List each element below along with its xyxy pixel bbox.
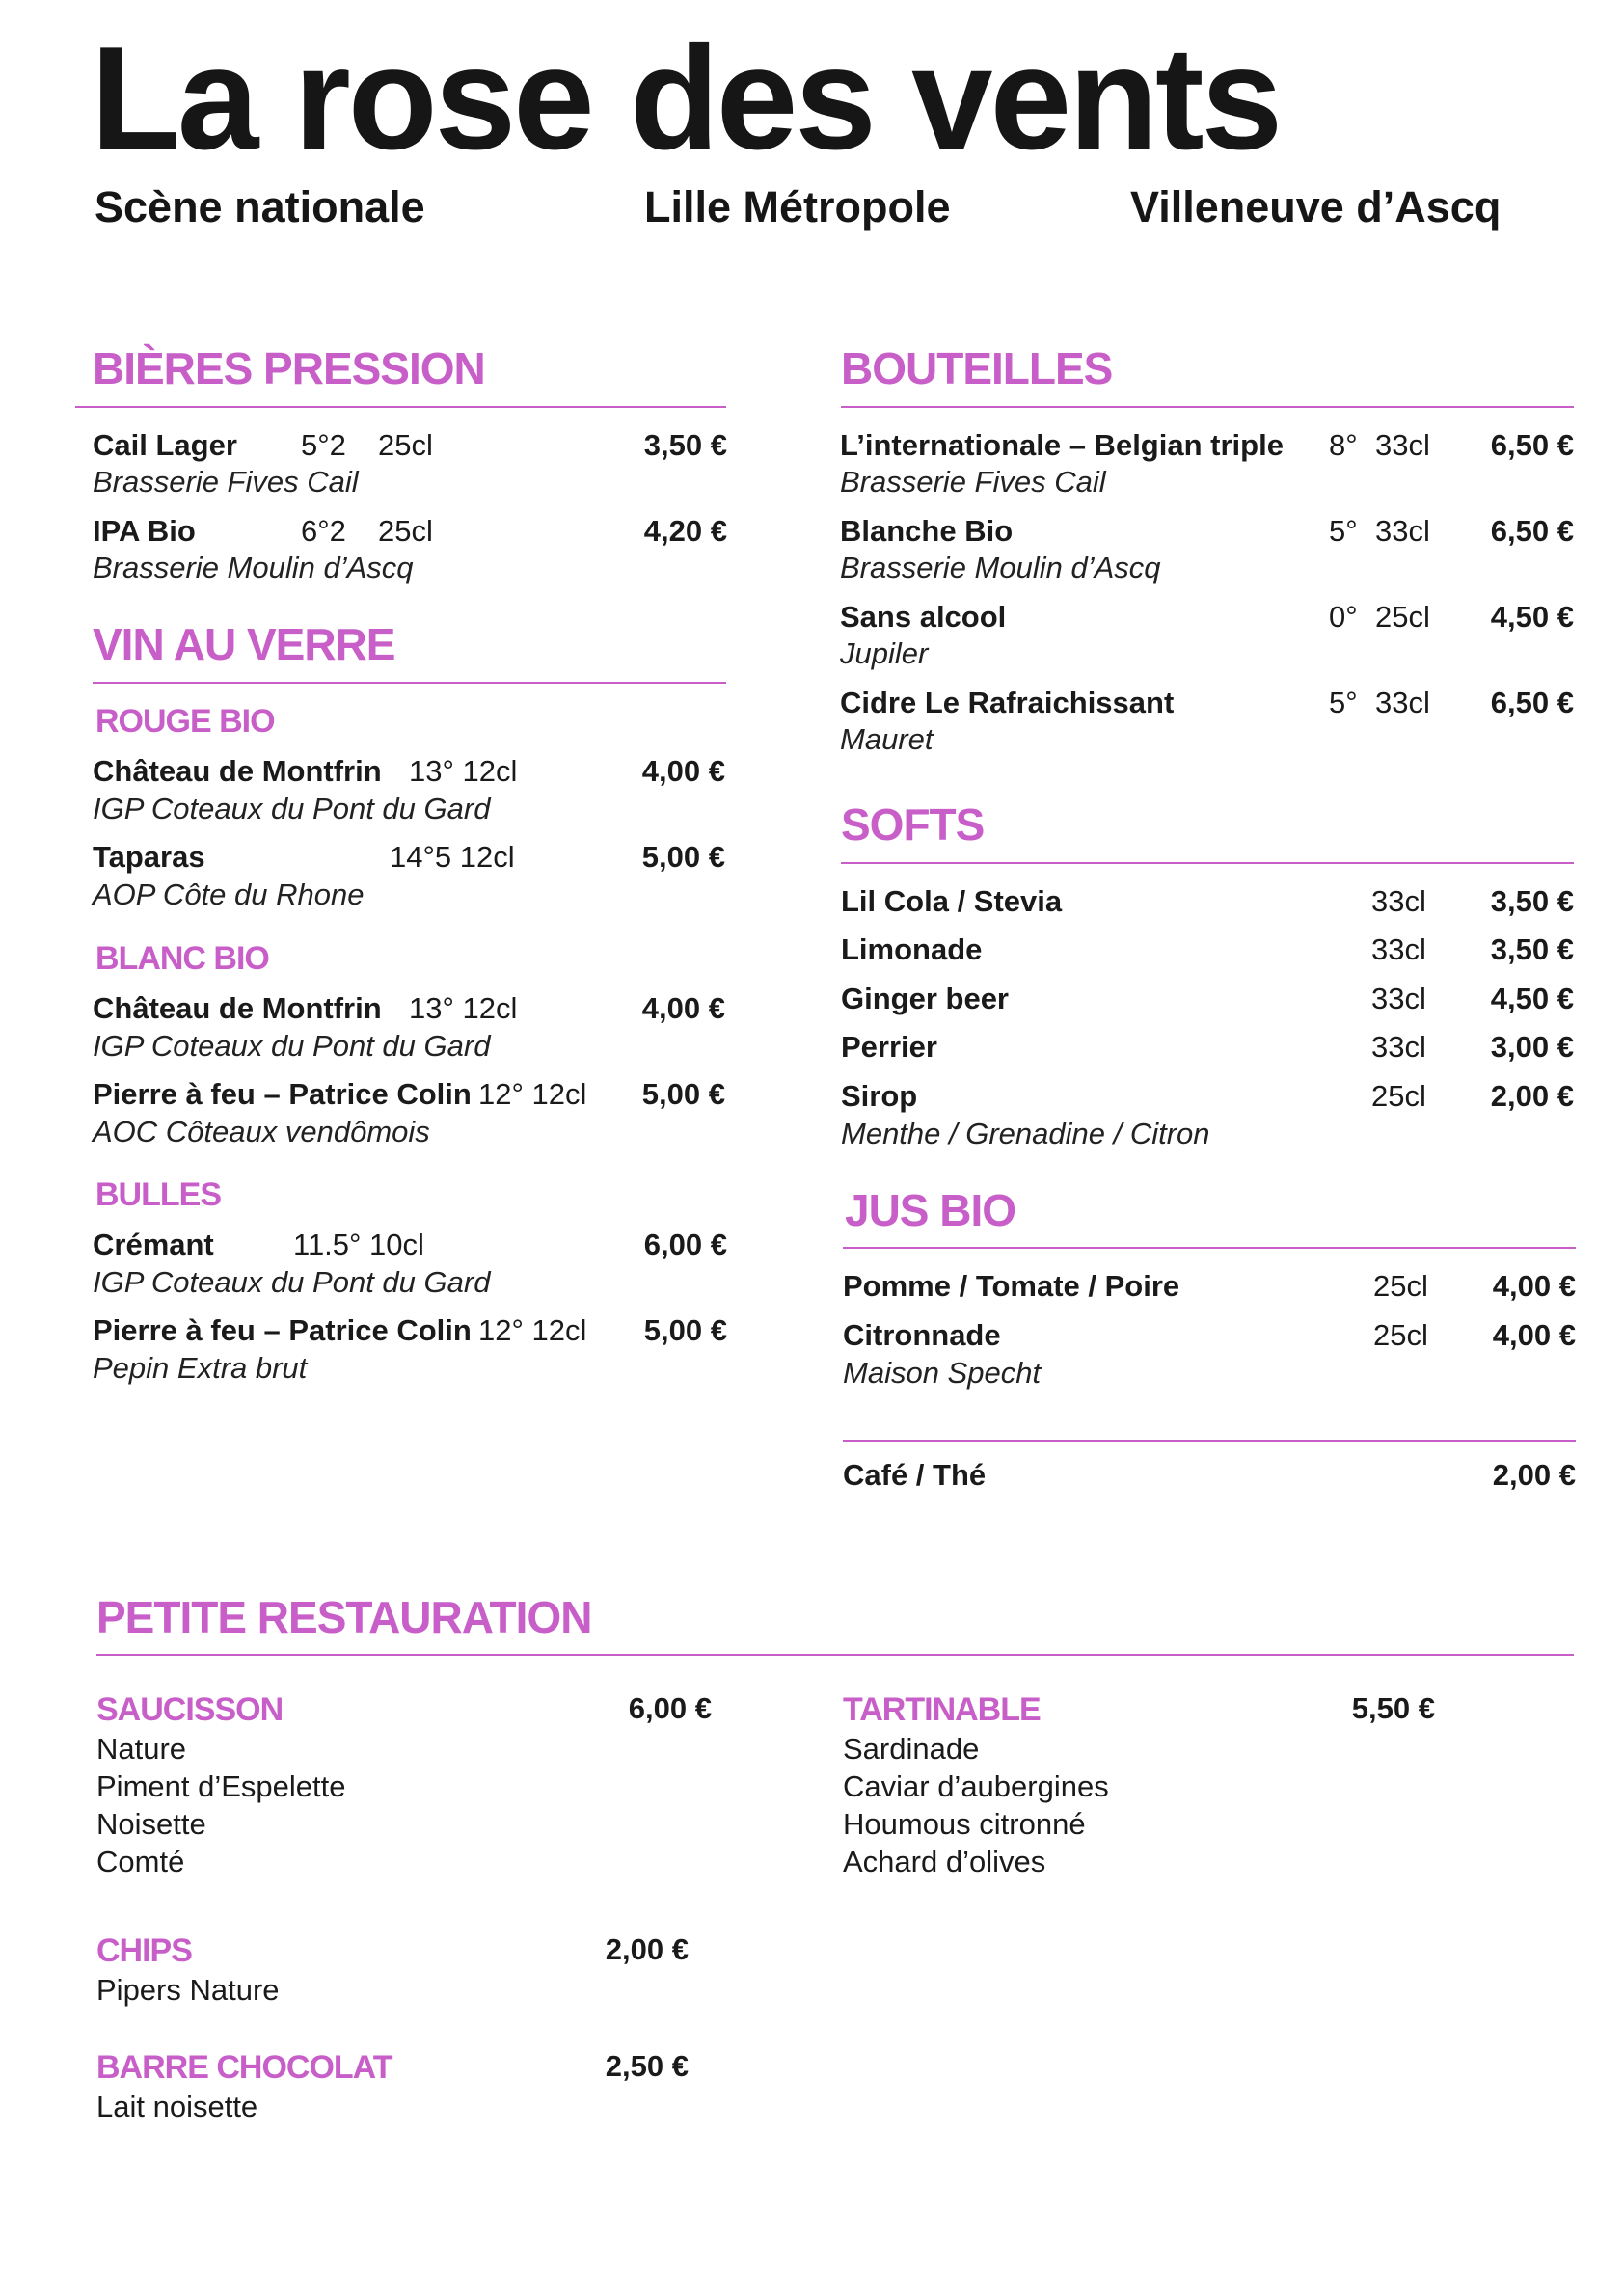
bottle-brewery: Mauret [840, 722, 934, 756]
food-option: Achard d’olives [843, 1845, 1046, 1878]
bottle-price: 4,50 € [1490, 600, 1574, 634]
juice-price: 4,00 € [1492, 1269, 1576, 1303]
wine-price: 5,00 € [641, 840, 725, 874]
section-divider [93, 682, 726, 684]
wine-appellation: IGP Coteaux du Pont du Gard [93, 1029, 491, 1063]
wine-name: Château de Montfrin [93, 754, 382, 788]
wine-spec: 13° 12cl [409, 991, 518, 1025]
wine-appellation: IGP Coteaux du Pont du Gard [93, 1265, 491, 1299]
bottle-volume: 33cl [1375, 514, 1430, 548]
juice-name: Pomme / Tomate / Poire [843, 1269, 1180, 1303]
cafe-name: Café / Thé [843, 1458, 987, 1492]
bottle-name: Blanche Bio [840, 514, 1014, 548]
juice-volume: 25cl [1373, 1269, 1428, 1303]
soft-name: Lil Cola / Stevia [841, 884, 1063, 918]
food-option: Pipers Nature [96, 1973, 280, 2007]
soft-volume: 33cl [1371, 1030, 1426, 1064]
section-divider [843, 1440, 1576, 1442]
wine-price: 4,00 € [641, 991, 725, 1025]
food-title-saucisson: SAUCISSON [96, 1691, 284, 1728]
soft-name: Limonade [841, 932, 983, 966]
section-title-softs: SOFTS [841, 799, 985, 850]
beer-volume: 25cl [378, 514, 433, 548]
wine-appellation: IGP Coteaux du Pont du Gard [93, 792, 491, 825]
food-price-barre-chocolat: 2,50 € [605, 2049, 689, 2083]
beer-degree: 6°2 [301, 514, 346, 548]
wine-name: Pierre à feu – Patrice Colin [93, 1313, 472, 1347]
soft-price: 4,50 € [1490, 982, 1574, 1015]
wine-price: 6,00 € [643, 1228, 727, 1261]
subsection-title-rouge: ROUGE BIO [95, 703, 275, 740]
wine-spec: 14°5 12cl [390, 840, 515, 874]
section-title-bouteilles: BOUTEILLES [841, 343, 1113, 393]
bottle-name: L’internationale – Belgian triple [840, 428, 1284, 462]
beer-volume: 25cl [378, 428, 433, 462]
food-price-tartinable: 5,50 € [1351, 1691, 1435, 1725]
subtitle-scene-nationale: Scène nationale [95, 182, 425, 231]
soft-name: Perrier [841, 1030, 937, 1064]
wine-spec: 12° 12cl [478, 1313, 587, 1347]
beer-degree: 5°2 [301, 428, 346, 462]
section-divider [841, 406, 1574, 408]
food-option: Noisette [96, 1807, 206, 1841]
wine-name: Taparas [93, 840, 205, 874]
food-title-barre-chocolat: BARRE CHOCOLAT [96, 2049, 392, 2086]
beer-name: Cail Lager [93, 428, 237, 462]
wine-name: Crémant [93, 1228, 214, 1261]
bottle-brewery: Jupiler [840, 636, 929, 670]
food-option: Houmous citronné [843, 1807, 1086, 1841]
bottle-price: 6,50 € [1490, 686, 1574, 719]
soft-price: 3,50 € [1490, 932, 1574, 966]
section-divider [841, 862, 1574, 864]
food-option: Nature [96, 1732, 187, 1766]
beer-price: 3,50 € [643, 428, 727, 462]
food-option: Lait noisette [96, 2090, 258, 2123]
beer-name: IPA Bio [93, 514, 196, 548]
bottle-brewery: Brasserie Fives Cail [840, 465, 1106, 499]
section-divider [75, 406, 726, 408]
cafe-price: 2,00 € [1492, 1458, 1576, 1492]
soft-volume: 33cl [1371, 932, 1426, 966]
food-title-tartinable: TARTINABLE [843, 1691, 1041, 1728]
bottle-volume: 33cl [1375, 686, 1430, 719]
beer-brewery: Brasserie Fives Cail [93, 465, 359, 499]
subsection-title-bulles: BULLES [95, 1176, 221, 1213]
juice-name: Citronnade [843, 1318, 1001, 1352]
food-option: Piment d’Espelette [96, 1769, 346, 1803]
soft-price: 2,00 € [1490, 1079, 1574, 1113]
section-title-petite-restauration: PETITE RESTAURATION [96, 1592, 592, 1642]
food-price-saucisson: 6,00 € [628, 1691, 712, 1725]
juice-price: 4,00 € [1492, 1318, 1576, 1352]
soft-volume: 33cl [1371, 884, 1426, 918]
wine-price: 4,00 € [641, 754, 725, 788]
wine-name: Pierre à feu – Patrice Colin [93, 1077, 472, 1111]
beer-price: 4,20 € [643, 514, 727, 548]
wine-appellation: Pepin Extra brut [93, 1351, 308, 1385]
bottle-price: 6,50 € [1490, 514, 1574, 548]
bottle-name: Cidre Le Rafraichissant [840, 686, 1175, 719]
food-price-chips: 2,00 € [605, 1932, 689, 1966]
bottle-degree: 8° [1329, 428, 1358, 462]
bottle-degree: 5° [1329, 514, 1358, 548]
subtitle-lille-metropole: Lille Métropole [644, 182, 951, 231]
page-title: La rose des vents [91, 16, 1281, 180]
wine-spec: 13° 12cl [409, 754, 518, 788]
soft-price: 3,50 € [1490, 884, 1574, 918]
bottle-volume: 33cl [1375, 428, 1430, 462]
soft-price: 3,00 € [1490, 1030, 1574, 1064]
bottle-degree: 0° [1329, 600, 1358, 634]
wine-price: 5,00 € [643, 1313, 727, 1347]
bottle-volume: 25cl [1375, 600, 1430, 634]
sirop-flavors: Menthe / Grenadine / Citron [841, 1117, 1210, 1150]
bottle-price: 6,50 € [1490, 428, 1574, 462]
section-divider [843, 1247, 1576, 1249]
wine-price: 5,00 € [641, 1077, 725, 1111]
section-title-vin-au-verre: VIN AU VERRE [93, 619, 395, 669]
food-option: Sardinade [843, 1732, 980, 1766]
bottle-name: Sans alcool [840, 600, 1007, 634]
section-divider [96, 1654, 1574, 1656]
subtitle-villeneuve: Villeneuve d’Ascq [1130, 182, 1502, 231]
beer-brewery: Brasserie Moulin d’Ascq [93, 551, 414, 584]
wine-appellation: AOP Côte du Rhone [93, 878, 365, 911]
bottle-degree: 5° [1329, 686, 1358, 719]
section-title-jus-bio: JUS BIO [845, 1185, 1016, 1235]
section-title-bieres-pression: BIÈRES PRESSION [93, 343, 485, 393]
soft-name: Ginger beer [841, 982, 1009, 1015]
wine-spec: 11.5° 10cl [293, 1228, 424, 1261]
juice-volume: 25cl [1373, 1318, 1428, 1352]
subsection-title-blanc: BLANC BIO [95, 940, 269, 977]
bottle-brewery: Brasserie Moulin d’Ascq [840, 551, 1161, 584]
wine-name: Château de Montfrin [93, 991, 382, 1025]
juice-producer: Maison Specht [843, 1356, 1042, 1390]
food-title-chips: CHIPS [96, 1932, 192, 1969]
wine-spec: 12° 12cl [478, 1077, 587, 1111]
wine-appellation: AOC Côteaux vendômois [93, 1115, 430, 1148]
soft-volume: 33cl [1371, 982, 1426, 1015]
soft-volume: 25cl [1371, 1079, 1426, 1113]
soft-name: Sirop [841, 1079, 918, 1113]
food-option: Caviar d’aubergines [843, 1769, 1109, 1803]
food-option: Comté [96, 1845, 185, 1878]
